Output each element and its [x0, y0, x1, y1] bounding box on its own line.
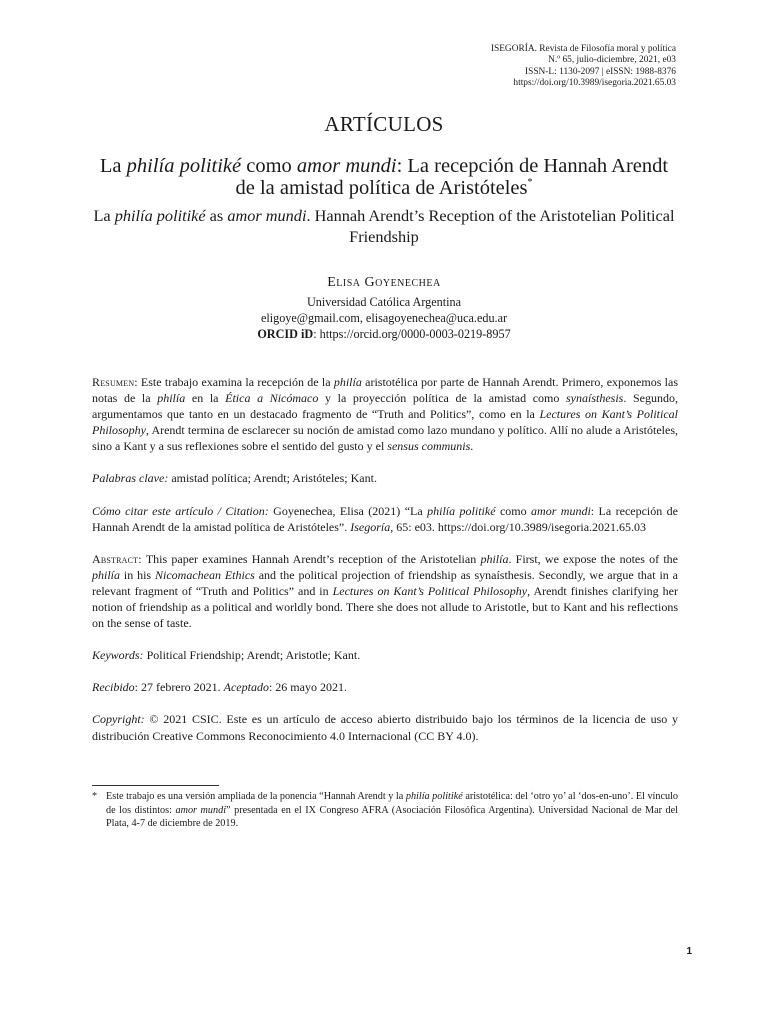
footnote: [92, 790, 678, 831]
author-block: [92, 275, 676, 342]
title-en-text: . Hannah Arendt’s Reception of the Aristotelian Political Friendship: [306, 206, 675, 246]
abstract-text: and the political projection of friendship as synaísthesis. Secondly, we argue that in a relevant fragment of “Truth and Politics” and in: [92, 567, 678, 598]
footnote-text: aristotélica: del ‘otro yo’ al ‘dos-en-uno’. El vínculo de los distintos:: [106, 791, 679, 816]
citation-italic: philía politiké: [427, 503, 496, 518]
footnote-reference[interactable]: *: [527, 177, 533, 188]
recibido-date: : 27 febrero 2021.: [134, 680, 224, 695]
article-title-spanish: [92, 155, 676, 199]
abstract-text: . First, we expose the notes of the: [508, 551, 679, 566]
title-en-italic: philía politiké: [114, 206, 206, 225]
resumen-text: .: [470, 439, 474, 454]
resumen-italic: philía: [333, 375, 362, 389]
resumen-italic: philía: [157, 391, 186, 406]
palabras-clave-label: Palabras clave:: [92, 471, 169, 486]
keywords-label: Keywords:: [92, 648, 144, 663]
title-en-text: as: [205, 206, 228, 225]
citation-text: Goyenechea, Elisa (2021) “La: [268, 503, 428, 518]
abstract-italic: philía: [92, 567, 121, 582]
aceptado-date: : 26 mayo 2021.: [268, 680, 347, 695]
abstract-italic: Lectures on Kant’s Political Philosophy: [332, 583, 528, 598]
footnote-text: ” presentada en el IX Congreso AFRA (Asociación Filosófica Argentina). Universidad Nacional de Mar del Plata, 4-7 de diciembre de 2019.: [106, 804, 678, 830]
resumen-italic: Ética a Nicómaco: [225, 391, 319, 406]
abstract-italic: philía: [480, 551, 509, 566]
palabras-clave-paragraph: [92, 470, 678, 486]
resumen-italic: synaísthesis: [566, 391, 624, 406]
keywords-text: Political Friendship; Arendt; Aristotle; Kant.: [143, 648, 361, 663]
copyright-text: © 2021 CSIC. Este es un artículo de acceso abierto distribuido bajo los términos de la licencia de uso y distribución Creative Commons Reconocimiento 4.0 Internacional (CC BY 4.0).: [92, 712, 678, 743]
title-es-text: : La recepción de Hannah Arendt de la amistad política de Aristóteles: [235, 155, 669, 199]
footnote-italic: amor mundi: [175, 804, 227, 816]
title-es-italic: amor mundi: [296, 155, 397, 177]
citation-text: 65: e03. https://doi.org/10.3989/isegoria.2021.65.03: [393, 519, 647, 534]
title-es-text: La: [99, 155, 127, 177]
aceptado-label: Aceptado: [223, 680, 269, 695]
author-orcid: [92, 326, 676, 342]
abstract-text: in his: [120, 567, 155, 582]
journal-doi: https://doi.org/10.3989/isegoria.2021.65.03: [513, 78, 676, 89]
abstract-text: This paper examines Hannah Arendt’s reception of the Aristotelian: [141, 551, 481, 566]
title-es-text: como: [241, 155, 297, 177]
author-affiliation: Universidad Católica Argentina: [306, 295, 462, 309]
resumen-italic: sensus communis: [387, 439, 471, 454]
author-emails[interactable]: eligoye@gmail.com, elisagoyenechea@uca.edu.ar: [260, 311, 508, 325]
palabras-clave-text: amistad política; Arendt; Aristóteles; Kant.: [168, 471, 377, 486]
citation-paragraph: [92, 503, 678, 535]
citation-text: como: [495, 503, 532, 518]
article-front-matter: [92, 374, 678, 760]
article-title-english: [92, 205, 676, 247]
resumen-label: Resumen: [92, 375, 135, 389]
resumen-text: . Segundo, argumentamos que tanto en un destacado fragmento de “Truth and Politics”, como en la: [92, 391, 678, 422]
resumen-text: y la proyección política de la amistad como: [318, 391, 566, 406]
footnote-divider: [92, 785, 219, 786]
resumen-text: en la: [185, 391, 226, 406]
resumen-text: aristotélica por parte de Hannah Arendt. Primero, exponemos las notas de la: [92, 375, 678, 406]
title-en-italic: amor mundi: [227, 206, 307, 225]
resumen-italic: Lectures on Kant’s Political Philosophy: [92, 407, 678, 438]
keywords-paragraph: [92, 647, 678, 663]
abstract-text: , Arendt finishes clarifying her notion of friendship as a political and worldly bond. There she does not allude to Aristotle, but to Kant and his reflections on the sense of taste.: [92, 583, 678, 631]
dates-paragraph: [92, 679, 678, 695]
recibido-label: Recibido: [92, 680, 135, 695]
journal-issn: ISSN-L: 1130-2097 | eISSN: 1988-8376: [524, 66, 676, 77]
journal-header: [276, 44, 676, 90]
citation-italic: Isegoría,: [350, 519, 394, 534]
resumen-text: : Este trabajo examina la recepción de la: [134, 375, 334, 389]
citation-label: Cómo citar este artículo / Citation:: [92, 503, 269, 518]
author-name: Elisa Goyenechea: [327, 275, 441, 290]
copyright-paragraph: [92, 711, 678, 743]
page-number: 1: [686, 946, 692, 957]
resumen-text: , Arendt termina de esclarecer su noción de amistad como lazo mundano y político. Allí no alude a Aristóteles, sino a Kant y a sus reflexiones sobre el sentido del gusto y el: [92, 423, 678, 454]
journal-name: ISEGORÍA. Revista de Filosofía moral y política: [490, 44, 676, 54]
footnote-mark: *: [92, 791, 98, 802]
title-en-text: La: [93, 206, 115, 225]
abstract-paragraph: [92, 551, 678, 631]
abstract-italic: Nicomachean Ethics: [154, 567, 255, 582]
copyright-label: Copyright:: [92, 712, 145, 727]
resumen-paragraph: [92, 374, 678, 454]
footnote-italic: philía politiké: [405, 791, 463, 802]
footnote-text: Este trabajo es una versión ampliada de la ponencia “Hannah Arendt y la: [106, 791, 406, 802]
orcid-link[interactable]: : https://orcid.org/0000-0003-0219-8957: [313, 327, 511, 341]
citation-italic: amor mundi: [531, 503, 591, 518]
citation-text: : La recepción de Hannah Arendt de la amistad política de Aristóteles”.: [92, 503, 679, 534]
abstract-label: Abstract:: [92, 551, 142, 566]
journal-issue: N.º 65, julio-diciembre, 2021, e03: [548, 55, 676, 66]
title-es-italic: philía politiké: [126, 155, 242, 177]
section-title: ARTÍCULOS: [324, 112, 444, 136]
orcid-label: ORCID iD: [257, 327, 314, 341]
